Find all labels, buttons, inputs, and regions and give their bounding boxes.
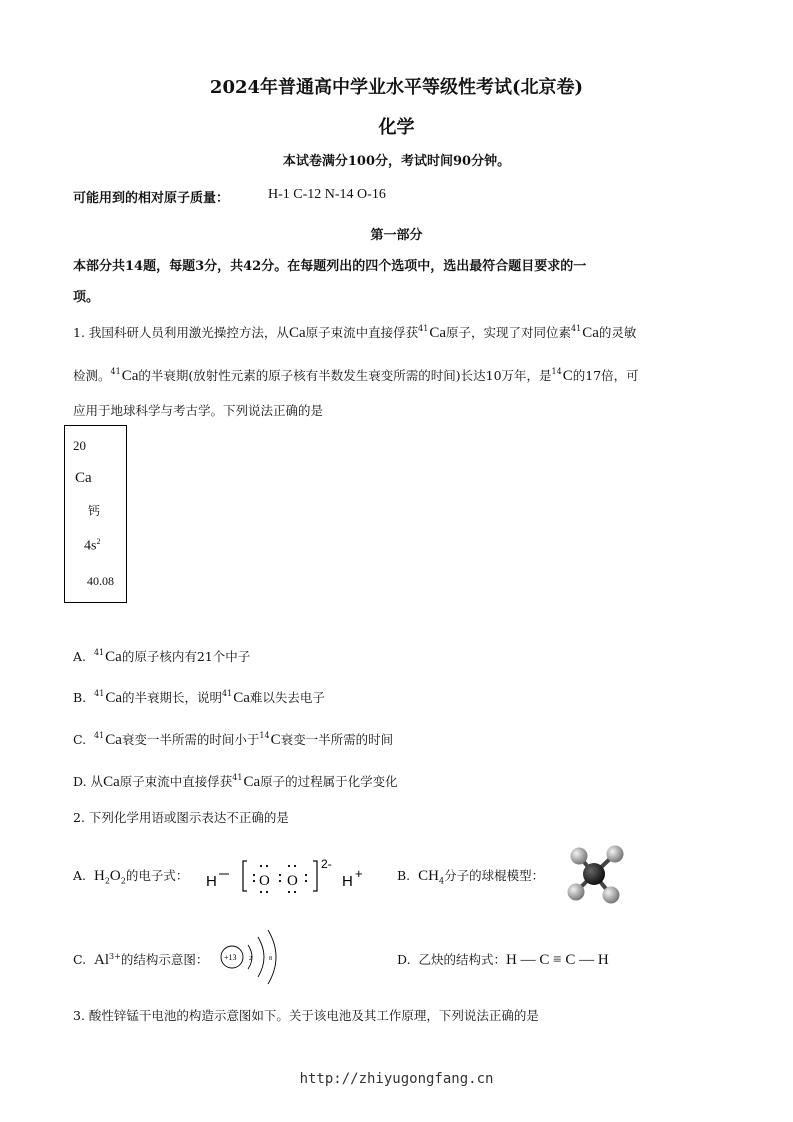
subject-title: 化学 [378, 117, 415, 138]
svg-text:2: 2 [249, 956, 252, 962]
q2-option-d[interactable]: D. 乙炔的结构式：H — C ≡ C — H [397, 952, 609, 968]
svg-text:H: H [342, 873, 353, 890]
atomic-mass: 40.08 [87, 574, 114, 588]
element-name: 钙 [88, 504, 101, 518]
svg-text:O: O [259, 873, 270, 889]
svg-text:8: 8 [269, 956, 272, 962]
q2-stem: 2. 下列化学用语或图示表达不正确的是 [73, 810, 289, 825]
svg-text:+13: +13 [224, 953, 237, 962]
svg-text:+: + [355, 866, 363, 881]
q1-option-c[interactable]: C. $^{41}$Ca衰变一半所需的时间小于$^{14}$C衰变一半所需的时间 [73, 731, 394, 748]
q2-option-a[interactable]: A. $H_2O_2$的电子式： [73, 868, 189, 886]
q1-option-a[interactable]: A. $^{41}$Ca的原子核内有21个中子 [73, 648, 251, 665]
part-heading: 第一部分 [370, 228, 423, 243]
exam-info: 本试卷满分100分，考试时间90分钟。 [282, 154, 511, 169]
atomic-mass-label: 可能用到的相对原子质量： [73, 191, 230, 206]
acetylene-formula: H — C ≡ C — H [506, 952, 609, 968]
svg-text:O: O [287, 873, 298, 889]
footer-url[interactable]: http://zhiyugongfang.cn [299, 1071, 494, 1087]
exam-title: 2024年普通高中学业水平等级性考试(北京卷) [209, 77, 584, 98]
q2-option-b[interactable]: B. $CH_4$分子的球棍模型： [397, 868, 545, 886]
svg-text:2-: 2- [321, 857, 332, 871]
svg-text:H: H [206, 873, 217, 890]
atomic-masses: H-1 C-12 N-14 O-16 [268, 187, 386, 202]
q1-option-b[interactable]: B. $^{41}$Ca的半衰期长，说明$^{41}$Ca难以失去电子 [73, 689, 325, 706]
q1-line3: 应用于地球科学与考古学。下列说法正确的是 [73, 403, 324, 418]
periodic-table-card [64, 425, 127, 603]
part-instructions-line1: 本部分共14题，每题3分，共42分。在每题列出的四个选项中，选出最符合题目要求的一 [73, 259, 587, 274]
q2-option-c[interactable]: C. $Al^{3+}$的结构示意图： [73, 951, 209, 968]
electron-config: $4s^2$ [84, 537, 101, 554]
q1-line1: 1. 我国科研人员利用激光操控方法，从Ca原子束流中直接俘获$^{41}$Ca原子，实现了对同位素$^{41}$Ca的灵敏 [73, 324, 637, 341]
q1-line2: 检测。$^{41}$Ca的半衰期(放射性元素的原子核有半数发生衰变所需的时间)长达10万年，是$^{14}$C的17倍，可 [73, 367, 639, 384]
electron-dot-diagram [200, 852, 375, 898]
q1-option-d[interactable]: D. 从Ca原子束流中直接俘获$^{41}$Ca原子的过程属于化学变化 [73, 773, 398, 790]
q3-stem: 3. 酸性锌锰干电池的构造示意图如下。关于该电池及其工作原理，下列说法正确的是 [73, 1008, 539, 1023]
al3-structure-diagram [212, 926, 282, 988]
atomic-number: 20 [73, 438, 86, 453]
part-instructions-line2: 项。 [73, 290, 100, 305]
methane-ball-stick-model [560, 840, 630, 906]
element-symbol: Ca [75, 470, 92, 486]
